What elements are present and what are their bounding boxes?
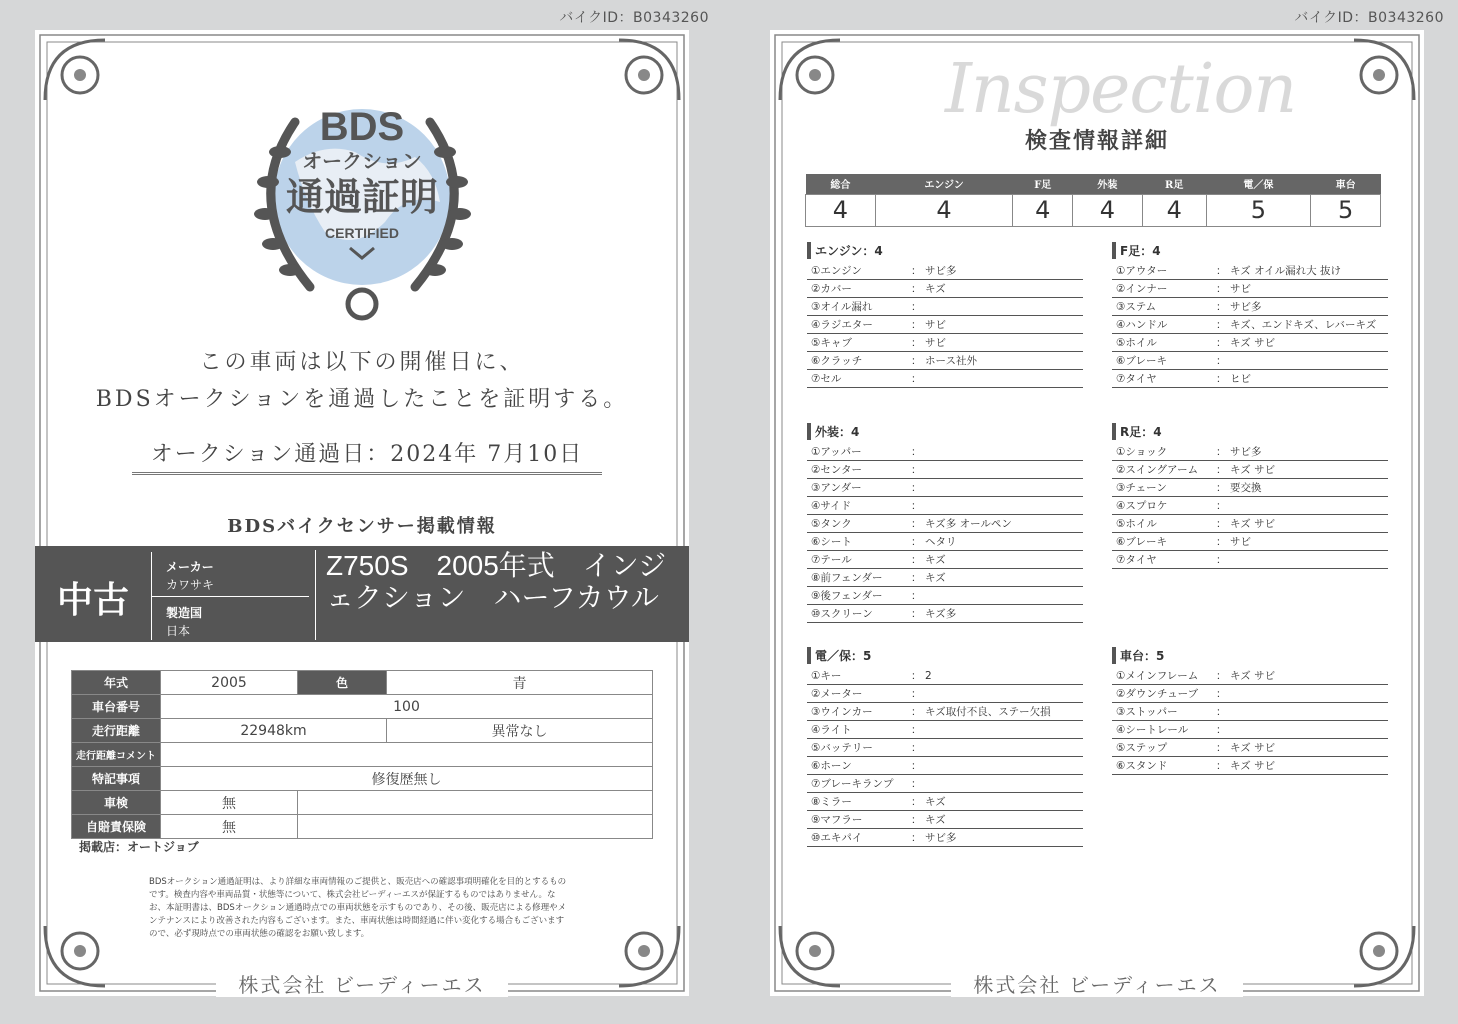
year-label: 年式	[72, 671, 161, 695]
inspection-row	[807, 685, 1083, 703]
inspection-note: キズ取付不良、ステー欠損	[925, 706, 1051, 718]
emblem-line2: 通過証明	[285, 174, 439, 219]
inspection-item: ④ラジエター	[811, 319, 873, 331]
colon-separator: ：	[1216, 319, 1227, 331]
inspection-row	[1112, 757, 1388, 775]
score-value: 4	[875, 194, 1013, 226]
table-row	[72, 695, 653, 719]
inspection-note: キズ	[925, 283, 946, 295]
colon-separator: ：	[1216, 554, 1227, 566]
inspection-item: ②カバー	[811, 283, 852, 295]
colon-separator: ：	[911, 688, 922, 700]
color-label: 色	[298, 671, 387, 695]
inspection-item: ⑧ミラー	[811, 796, 852, 808]
colon-separator: ：	[1216, 446, 1227, 458]
table-row	[72, 767, 653, 791]
inspection-note: 2	[925, 670, 932, 682]
inspection-row	[1112, 298, 1388, 316]
colon-separator: ：	[911, 554, 922, 566]
inspection-row	[807, 829, 1083, 847]
score-value-row	[806, 194, 1381, 226]
inspection-row	[807, 515, 1083, 533]
inspection-value: 無	[161, 791, 298, 815]
colon-separator: ：	[1216, 518, 1227, 530]
colon-separator: ：	[911, 355, 922, 367]
certificate-page	[0, 0, 723, 1024]
inspection-row	[807, 280, 1083, 298]
condition-label: 中古	[57, 580, 130, 621]
inspection-item: ⑥ブレーキ	[1116, 355, 1167, 367]
inspection-row	[1112, 515, 1388, 533]
vehicle-summary-bar	[35, 546, 689, 642]
inspection-row	[807, 667, 1083, 685]
colon-separator: ：	[1216, 482, 1227, 494]
bike-id: バイクID：B0343260	[559, 10, 709, 26]
spec-table	[71, 670, 653, 839]
maker-info	[151, 552, 309, 640]
score-label: F足	[1013, 174, 1073, 194]
inspection-row	[807, 298, 1083, 316]
inspection-item: ④シートレール	[1116, 724, 1189, 736]
score-label: 電／保	[1206, 174, 1311, 194]
inspection-note: サビ多	[1230, 446, 1262, 458]
maker-value: カワサキ	[166, 578, 215, 592]
colon-separator: ：	[911, 283, 922, 295]
inspection-row	[1112, 533, 1388, 551]
colon-separator: ：	[1216, 724, 1227, 736]
sensor-title: BDSバイクセンサー掲載情報	[227, 516, 497, 537]
inspection-row	[807, 721, 1083, 739]
company-name	[770, 969, 1424, 998]
inspection-row	[807, 262, 1083, 280]
inspection-row	[1112, 280, 1388, 298]
inspection-row	[1112, 316, 1388, 334]
inspection-note: サビ	[1230, 283, 1251, 295]
colon-separator: ：	[1216, 464, 1227, 476]
inspection-row	[807, 811, 1083, 829]
inspection-script-heading: Inspection	[945, 50, 1297, 129]
inspection-note: キズ サビ	[1230, 337, 1276, 349]
inspection-note: キズ オイル漏れ大 抜け	[1230, 265, 1341, 277]
listing-shop: 掲載店：オートジョブ	[79, 840, 199, 854]
score-value: 5	[1206, 194, 1311, 226]
color-value: 青	[387, 671, 653, 695]
frame-number-value: 100	[161, 695, 653, 719]
inspection-sheet	[770, 30, 1424, 996]
inspection-item: ⑦タイヤ	[1116, 554, 1157, 566]
inspection-item: ③オイル漏れ	[811, 301, 873, 313]
inspection-item: ③ステム	[1116, 301, 1157, 313]
score-value: 4	[1013, 194, 1073, 226]
disclaimer-text: BDSオークション通過証明は、より詳細な車両情報のご提供と、販売店への確認事項明確化を目的とするものです。検査内容や車両品質・状態等について、株式会社ビーディーエスが保証するものではありません。なお、本証明書は、BDSオークション通過時点での車両状態を示すものであり、その後、販売店による修理やメンテナンスにより改善された内容もございます。また、車両状態は時間経過に伴い変化する場合もございますので、必ず現時点での車両状態の確認をお願い致します。	[149, 877, 567, 939]
colon-separator: ：	[911, 464, 922, 476]
inspection-row	[807, 775, 1083, 793]
inspection-item: ③ウインカー	[811, 706, 873, 718]
colon-separator: ：	[1216, 337, 1227, 349]
colon-separator: ：	[1216, 301, 1227, 313]
inspection-item: ⑥クラッチ	[811, 355, 863, 367]
section-engine	[807, 242, 1083, 388]
inspection-row	[807, 587, 1083, 605]
inspection-row	[807, 316, 1083, 334]
inspection-row	[807, 461, 1083, 479]
inspection-item: ⑩エキパイ	[811, 832, 863, 844]
inspection-item: ⑩スクリーン	[811, 608, 873, 620]
inspection-item: ②スイングアーム	[1116, 464, 1199, 476]
inspection-row	[1112, 370, 1388, 388]
emblem-brand: BDS	[319, 105, 405, 149]
inspection-row	[1112, 667, 1388, 685]
emblem-line1: オークション	[302, 149, 422, 173]
inspection-row	[807, 569, 1083, 587]
model-name: Z750S 2005年式 インジェクション ハーフカウル	[315, 550, 685, 640]
section-electrical	[807, 647, 1083, 847]
inspection-row	[1112, 461, 1388, 479]
inspection-item: ①アウター	[1116, 265, 1168, 277]
inspection-item: ①メインフレーム	[1116, 670, 1199, 682]
inspection-note: キズ	[925, 554, 946, 566]
inspection-item: ②センター	[811, 464, 862, 476]
notes-value: 修復歴無し	[161, 767, 653, 791]
inspection-item: ④ライト	[811, 724, 852, 736]
inspection-row	[1112, 551, 1388, 569]
inspection-item: ④スプロケ	[1116, 500, 1168, 512]
table-row	[72, 815, 653, 839]
inspection-item: ④ハンドル	[1116, 319, 1168, 331]
inspection-row	[807, 739, 1083, 757]
section-title: 電／保：5	[807, 647, 1083, 664]
inspection-item: ⑥ブレーキ	[1116, 536, 1167, 548]
colon-separator: ：	[1216, 500, 1227, 512]
inspection-note: ホース社外	[925, 355, 977, 367]
colon-separator: ：	[911, 500, 922, 512]
page-title: 検査情報詳細	[1024, 128, 1169, 154]
colon-separator: ：	[911, 265, 922, 277]
colon-separator: ：	[911, 337, 922, 349]
mileage-comment-value	[161, 743, 653, 767]
mileage-value: 22948km	[161, 719, 387, 743]
bike-id: バイクID：B0343260	[1294, 10, 1444, 26]
inspection-row	[1112, 739, 1388, 757]
auction-pass-date: オークション通過日：2024年 7月10日	[132, 437, 602, 475]
inspection-row	[807, 533, 1083, 551]
inspection-note: 要交換	[1230, 482, 1262, 494]
inspection-item: ⑤ステップ	[1116, 742, 1168, 754]
certified-emblem	[235, 82, 490, 322]
empty-cell	[298, 791, 653, 815]
score-value: 4	[1142, 194, 1206, 226]
inspection-item: ⑤バッテリー	[811, 742, 873, 754]
score-value: 4	[1073, 194, 1143, 226]
mileage-comment-label: 走行距離コメント	[72, 743, 161, 767]
inspection-note: キズ、エンドキズ、レバーキズ	[1230, 319, 1377, 331]
inspection-item: ⑦タイヤ	[1116, 373, 1157, 385]
score-value: 5	[1311, 194, 1381, 226]
colon-separator: ：	[911, 670, 922, 682]
inspection-row	[807, 497, 1083, 515]
inspection-item: ⑦テール	[811, 554, 852, 566]
inspection-row	[807, 443, 1083, 461]
section-rear-suspension	[1112, 423, 1388, 569]
inspection-item: ⑤タンク	[811, 518, 852, 530]
table-row	[72, 671, 653, 695]
inspection-row	[807, 605, 1083, 623]
inspection-item: ①ショック	[1116, 446, 1168, 458]
table-row	[72, 743, 653, 767]
inspection-note: キズ	[925, 814, 946, 826]
country-label: 製造国	[166, 606, 203, 620]
inspection-item: ⑤キャブ	[811, 337, 852, 349]
colon-separator: ：	[911, 706, 922, 718]
colon-separator: ：	[1216, 265, 1227, 277]
notes-label: 特記事項	[72, 767, 161, 791]
score-header-row	[806, 174, 1381, 194]
inspection-item: ④サイド	[811, 500, 852, 512]
colon-separator: ：	[1216, 670, 1227, 682]
inspection-note: キズ	[925, 572, 946, 584]
table-row	[72, 719, 653, 743]
inspection-row	[1112, 685, 1388, 703]
inspection-item: ⑨後フェンダー	[811, 590, 883, 602]
colon-separator: ：	[911, 590, 922, 602]
inspection-row	[807, 352, 1083, 370]
frame-number-label: 車台番号	[72, 695, 161, 719]
inspection-note: キズ多	[925, 608, 957, 620]
inspection-item: ⑤ホイル	[1116, 337, 1157, 349]
section-title: エンジン：4	[807, 242, 1083, 259]
inspection-note: ヒビ	[1230, 373, 1251, 385]
company-name-text: 株式会社 ビーディーエス	[216, 975, 507, 997]
inspection-note: ヘタリ	[925, 536, 957, 548]
inspection-item: ⑦セル	[811, 373, 842, 385]
empty-cell	[298, 815, 653, 839]
inspection-note: キズ サビ	[1230, 670, 1276, 682]
score-value: 4	[806, 194, 876, 226]
colon-separator: ：	[1216, 760, 1227, 772]
score-label: R足	[1142, 174, 1206, 194]
colon-separator: ：	[911, 778, 922, 790]
inspection-row	[807, 479, 1083, 497]
inspection-row	[1112, 443, 1388, 461]
section-title: 車台：5	[1112, 647, 1388, 664]
inspection-row	[1112, 334, 1388, 352]
colon-separator: ：	[911, 814, 922, 826]
section-front-suspension	[1112, 242, 1388, 388]
inspection-item: ⑥スタンド	[1116, 760, 1168, 772]
inspection-item: ①キー	[811, 670, 842, 682]
section-title: F足：4	[1112, 242, 1388, 259]
inspection-row	[807, 551, 1083, 569]
inspection-note: キズ	[925, 796, 946, 808]
section-title: 外装：4	[807, 423, 1083, 440]
inspection-item: ②メーター	[811, 688, 863, 700]
colon-separator: ：	[911, 301, 922, 313]
section-frame	[1112, 647, 1388, 775]
section-exterior	[807, 423, 1083, 623]
colon-separator: ：	[911, 742, 922, 754]
inspection-item: ⑧前フェンダー	[811, 572, 883, 584]
inspection-note: キズ サビ	[1230, 742, 1276, 754]
inspection-note: サビ	[1230, 536, 1251, 548]
colon-separator: ：	[911, 518, 922, 530]
score-label: 車台	[1311, 174, 1381, 194]
inspection-note: キズ サビ	[1230, 760, 1276, 772]
inspection-item: ⑥シート	[811, 536, 852, 548]
score-table	[805, 174, 1381, 227]
colon-separator: ：	[1216, 706, 1227, 718]
inspection-note: サビ	[925, 337, 946, 349]
colon-separator: ：	[1216, 742, 1227, 754]
maker-label: メーカー	[166, 560, 214, 574]
colon-separator: ：	[1216, 283, 1227, 295]
certificate-sheet	[35, 30, 689, 996]
colon-separator: ：	[911, 373, 922, 385]
inspection-note: サビ	[925, 319, 946, 331]
inspection-row	[807, 793, 1083, 811]
year-value: 2005	[161, 671, 298, 695]
colon-separator: ：	[911, 572, 922, 584]
score-label: 総合	[806, 174, 876, 194]
inspection-row	[807, 757, 1083, 775]
colon-separator: ：	[1216, 688, 1227, 700]
inspection-page	[735, 0, 1458, 1024]
inspection-row	[1112, 352, 1388, 370]
inspection-row	[807, 334, 1083, 352]
company-name-text: 株式会社 ビーディーエス	[951, 975, 1242, 997]
inspection-item: ⑦ブレーキランプ	[811, 778, 894, 790]
colon-separator: ：	[1216, 355, 1227, 367]
colon-separator: ：	[1216, 373, 1227, 385]
certification-line-2: BDSオークションを通過したことを証明する。	[95, 387, 629, 412]
colon-separator: ：	[911, 482, 922, 494]
inspection-row	[1112, 721, 1388, 739]
divider	[152, 596, 309, 597]
inspection-note: キズ サビ	[1230, 464, 1276, 476]
colon-separator: ：	[911, 832, 922, 844]
score-label: 外装	[1073, 174, 1143, 194]
emblem-certified: CERTIFIED	[325, 225, 399, 241]
colon-separator: ：	[911, 536, 922, 548]
score-label: エンジン	[875, 174, 1013, 194]
mileage-status: 異常なし	[387, 719, 653, 743]
inspection-item: ①アッパー	[811, 446, 862, 458]
inspection-note: サビ多	[925, 832, 957, 844]
mileage-label: 走行距離	[72, 719, 161, 743]
colon-separator: ：	[911, 796, 922, 808]
inspection-row	[807, 370, 1083, 388]
inspection-label: 車検	[72, 791, 161, 815]
colon-separator: ：	[911, 319, 922, 331]
inspection-item: ③チェーン	[1116, 482, 1167, 494]
certification-line-1: この車両は以下の開催日に、	[199, 350, 525, 375]
inspection-item: ②インナー	[1116, 283, 1168, 295]
table-row	[72, 791, 653, 815]
company-name	[35, 969, 689, 998]
inspection-item: ③ストッパー	[1116, 706, 1178, 718]
insurance-label: 自賠責保険	[72, 815, 161, 839]
colon-separator: ：	[911, 724, 922, 736]
colon-separator: ：	[911, 608, 922, 620]
inspection-item: ③アンダー	[811, 482, 862, 494]
inspection-item: ②ダウンチューブ	[1116, 688, 1199, 700]
inspection-note: キズ多 オールペン	[925, 518, 1012, 530]
inspection-item: ⑥ホーン	[811, 760, 852, 772]
inspection-row	[1112, 262, 1388, 280]
inspection-row	[1112, 497, 1388, 515]
colon-separator: ：	[911, 446, 922, 458]
insurance-value: 無	[161, 815, 298, 839]
section-title: R足：4	[1112, 423, 1388, 440]
inspection-row	[1112, 703, 1388, 721]
colon-separator: ：	[911, 760, 922, 772]
country-value: 日本	[166, 624, 191, 638]
inspection-row	[807, 703, 1083, 721]
colon-separator: ：	[1216, 536, 1227, 548]
inspection-row	[1112, 479, 1388, 497]
inspection-item: ⑤ホイル	[1116, 518, 1157, 530]
inspection-item: ①エンジン	[811, 265, 862, 277]
inspection-note: サビ多	[1230, 301, 1262, 313]
inspection-note: サビ多	[925, 265, 957, 277]
inspection-item: ⑨マフラー	[811, 814, 863, 826]
inspection-note: キズ サビ	[1230, 518, 1276, 530]
